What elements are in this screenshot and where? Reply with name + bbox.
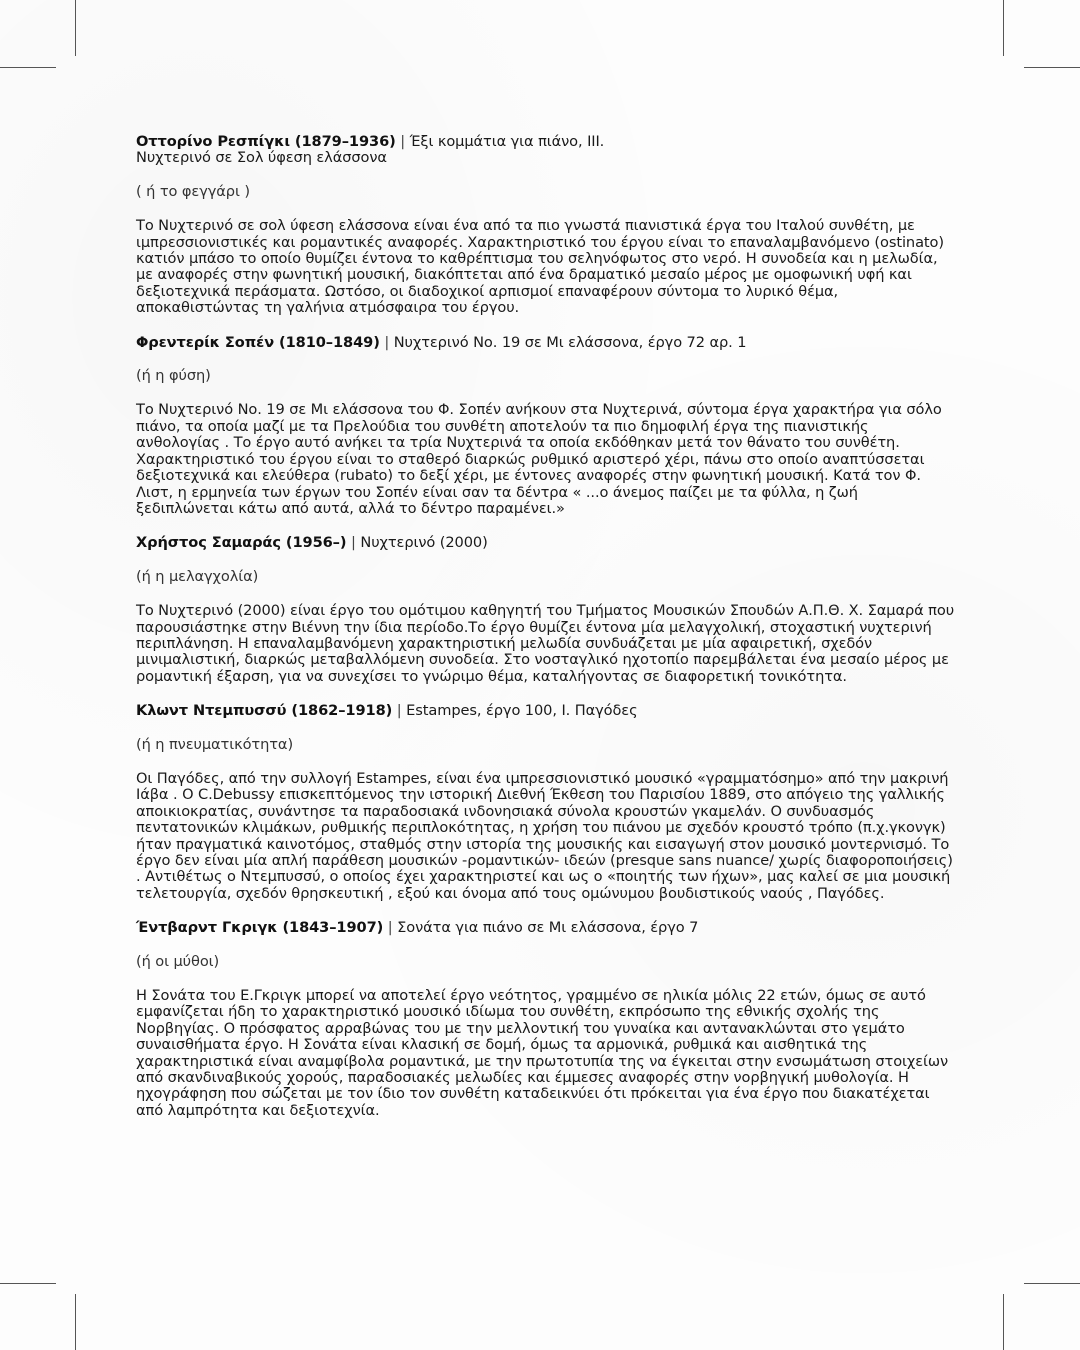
section-heading xyxy=(136,703,956,719)
heading-separator: | xyxy=(387,919,393,937)
section-heading xyxy=(136,134,956,167)
section-text: Η Σονάτα του Ε.Γκριγκ μπορεί να αποτελεί έργο νεότητος, γραμμένο σε ηλικία μόλις 22 ετών, όμως σε αυτό εμφανίζεται ήδη το χαρακτηριστικό μουσικό ιδίωμα του συνθέτη, εκπρόσωπο της εθνικής σχολής της Νορβηγίας. Ο πρόσφατος αρραβώνας του με την μελλοντική του γυναίκα και αντανακλώνται στο γεμάτο συναισθήματα έργο. Η Σονάτα είναι κλασική σε δομή, όμως τα αρμονικά, ρυθμικά και αισθητικά της χαρακτηριστικά είναι αναμφίβολα ρομαντικά, με την πρωτοτυπία της να έγκειται στην ενσωμάτωση στοιχείων από σκανδιναβικούς χορούς, παραδοσιακές μελωδίες και έμμεσες αναφορές στην νορβηγική μυθολογία. Η ηχογράφηση που σώζεται με τον ίδιο τον συνθέτη καταδεικνύει ότι πρόκειται για ένα έργο που διακατέχεται από λαμπρότητα και δεξιοτεχνία. xyxy=(136,987,949,1119)
crop-mark-bottom-right-horizontal xyxy=(1024,1283,1080,1284)
heading-separator: | xyxy=(396,702,402,720)
crop-mark-top-right-horizontal xyxy=(1024,67,1080,68)
section-grieg xyxy=(136,920,956,1119)
section-text: Το Νυχτερινό (2000) είναι έργο του ομότιμου καθηγητή του Τμήματος Μουσικών Σπουδών Α.Π.Θ. Χ. Σαμαρά που παρουσιάστηκε στην Βιέννη την ίδια περίοδο.Το έργο θυμίζει έντονα μία μελαγχολική, στοχαστική νυχτερινή περιπλάνηση. Η επαναλαμβανόμενη χαρακτηριστική μελωδία συνδυάζεται με μία αφαιρετική, σχεδόν μινιμαλιστική, διαρκώς μεταβαλλόμενη συνοδεία. Στο νοσταγλικό ηχοτοπίο παρεμβάλεται ένα μεσαίο μέρος με ρομαντική έξαρση, για να συνεχίσει το γνώριμο θέμα, καταλήγοντας σε διαφορετική τονικότητα. xyxy=(136,602,955,685)
crop-mark-bottom-left-horizontal xyxy=(0,1283,56,1284)
work-title: Σονάτα για πιάνο σε Μι ελάσσονα, έργο 7 xyxy=(397,919,699,937)
composer-name: Χρήστος Σαμαράς (1956–) xyxy=(136,534,347,552)
composer-name: Έντβαρντ Γκριγκ (1843–1907) xyxy=(136,919,384,937)
composer-name: Οττορίνο Ρεσπίγκι (1879–1936) xyxy=(136,133,396,150)
work-title: Estampes, έργο 100, I. Παγόδες xyxy=(406,702,638,720)
heading-separator: | xyxy=(384,333,390,351)
section-heading xyxy=(136,920,956,936)
composer-name: Φρεντερίκ Σοπέν (1810–1849) xyxy=(136,333,380,351)
section-debussy xyxy=(136,703,956,902)
work-title: Έξι κομμάτια για πιάνο, ΙΙΙ. xyxy=(409,133,605,150)
composer-name: Κλωντ Ντεμπυσσύ (1862–1918) xyxy=(136,702,393,720)
crop-mark-top-right-vertical xyxy=(1003,0,1004,56)
section-heading xyxy=(136,535,956,551)
crop-mark-top-left-horizontal xyxy=(0,67,56,68)
section-text: Το Νυχτερινό Νο. 19 σε Μι ελάσσονα του Φ. Σοπέν ανήκουν στα Νυχτερινά, σύντομα έργα χαρακτήρα για σόλο πιάνο, τα οποία μαζί με τα Πρελούδια του συνθέτη αποτελούν τα πιο δημοφιλή έργα της πιανιστικής ανθολογίας . Το έργο αυτό ανήκει τα τρία Νυχτερινά τα οποία εκδόθηκαν μετά τον θάνατο του συνθέτη. Χαρακτηριστικό του έργου είναι το σταθερό διαρκώς ρυθμικό αριστερό χέρι, πάνω στο οποίο αναπτύσσεται δεξιοτεχνικά και ελεύθερα (rubato) το δεξί χέρι, με έντονες αναφορές στην φωνητική μουσική. Κατά τον Φ. Λιστ, η ερμηνεία των έργων του Σοπέν είναι σαν τα δέντρα « ...ο άνεμος παίζει με τα φύλλα, η ζωή ξεδιπλώνεται κάτω από αυτά, αλλά το δέντρο παραμένει.» xyxy=(136,401,942,517)
section-text: Το Νυχτερινό σε σολ ύφεση ελάσσονα είναι ένα από τα πιο γνωστά πιανιστικά έργα του Ιταλού συνθέτη, με ιμπρεσσιονιστικές και ρομαντικές αναφορές. Χαρακτηριστικό του έργου είναι το επαναλαμβανόμενο (ostinato) κατιόν μπάσο το οποίο θυμίζει έντονα το καθρέπτισμα του σεληνόφωτος στο νερό. Η συνοδεία και η μελωδία, με αναφορές στην φωνητική μουσική, διακόπτεται από ένα δραματικό μεσαίο μέρος με ομοφωνική υφή και δεξιοτεχνικά περάσματα. Ωστόσο, οι διαδοχικοί αρπισμοί επαναφέρουν σύντομα το λυρικό θέμα, αποκαθιστώντας τη γαλήνια ατμόσφαιρα του έργου. xyxy=(136,217,944,317)
program-notes xyxy=(136,134,956,1119)
crop-mark-top-left-vertical xyxy=(75,0,76,56)
section-tagline: (ή η πνευματικότητα) xyxy=(136,735,294,753)
crop-mark-bottom-left-vertical xyxy=(75,1294,76,1350)
section-samaras xyxy=(136,535,956,685)
heading-separator: | xyxy=(351,534,356,552)
work-title-line-2: Νυχτερινό σε Σολ ύφεση ελάσσονα xyxy=(136,149,387,167)
section-heading xyxy=(136,335,956,351)
section-chopin xyxy=(136,335,956,518)
section-tagline: (ή η φύση) xyxy=(136,367,211,385)
crop-mark-bottom-right-vertical xyxy=(1003,1294,1004,1350)
section-text: Οι Παγόδες, από την συλλογή Estampes, είναι ένα ιμπρεσσιονιστικό μουσικό «γραμματόσημο» από την μακρινή Ιάβα . Ο C.Debussy επισκεπτόμενος την ιστορική Διεθνή Έκθεση του Παρισίου 1889, στο απόγειο της γαλλικής αποικιοκρατίας, συνάντησε τα παραδοσιακά ινδονησιακά σύνολα κρουστών γκαμελάν. Ο συνδυασμός πεντατονικών κλιμάκων, ρυθμικής περιπλοκότητας, η χρήση του πιάνου με σχεδόν κρουστό τρόπο (π.χ.γκονγκ) ήταν πραγματικά καινοτόμος, σταθμός στην ιστορία της μουσικής και εισαγωγή στον μουσικό μοντερνισμό. Το έργο δεν είναι μία απλή παράθεση μουσικών -ρομαντικών- ιδεών (presque sans nuance/ χωρίς διαφοροποιήσεις) . Αντιθέτως ο Ντεμπυσσύ, ο οποίος έχει χαρακτηριστεί και ως ο «ποιητής των ήχων», μας καλεί σε μια μουσική τελετουργία, σχεδόν θρησκευτική , εξού και όνομα από τους ομώνυμου βουδιστικούς ναούς , Παγόδες. xyxy=(136,769,953,902)
section-tagline: (ή οι μύθοι) xyxy=(136,952,220,970)
work-title: Νυχτερινό (2000) xyxy=(360,534,488,552)
work-title: Νυχτερινό Νο. 19 σε Μι ελάσσονα, έργο 72 αρ. 1 xyxy=(393,333,747,351)
heading-separator: | xyxy=(400,133,406,150)
section-respighi xyxy=(136,134,956,317)
section-tagline: (ή η μελαγχολία) xyxy=(136,567,259,585)
section-tagline: ( ή το φεγγάρι ) xyxy=(136,182,250,200)
